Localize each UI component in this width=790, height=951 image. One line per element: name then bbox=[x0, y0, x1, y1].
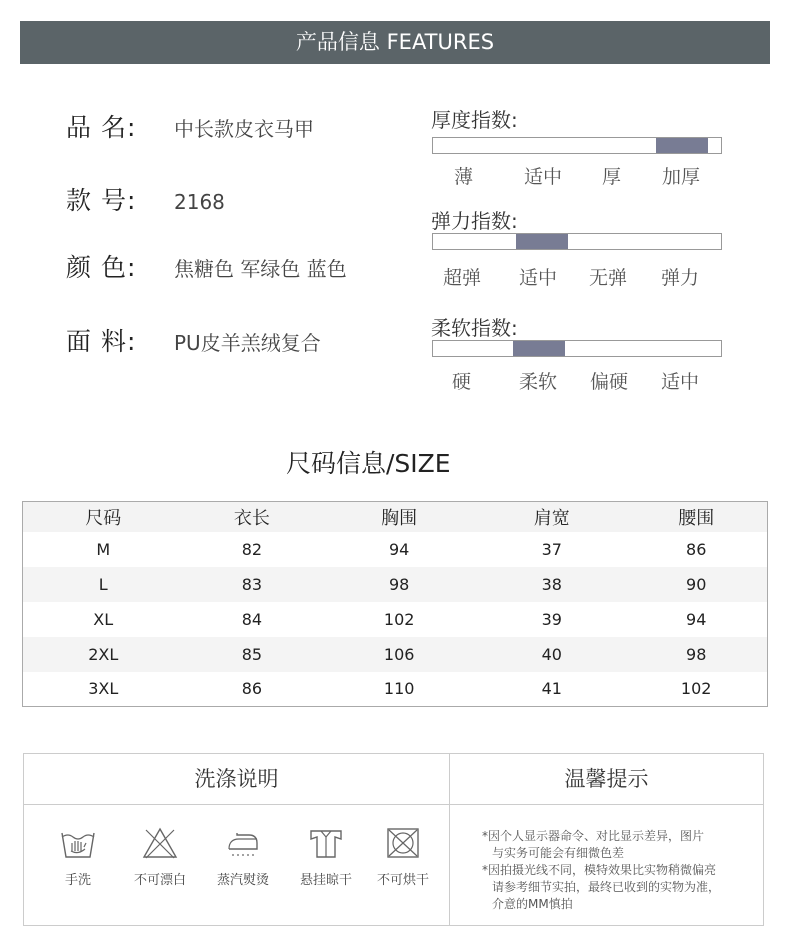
tip-line: 介意的MM慎拍 bbox=[492, 897, 573, 911]
table-row bbox=[23, 672, 768, 707]
style-number-value: 2168 bbox=[174, 190, 225, 214]
no-bleach-icon bbox=[142, 827, 178, 859]
table-cell: 90 bbox=[625, 567, 767, 602]
softness-label-medium: 适中 bbox=[661, 371, 700, 393]
softness-label-soft: 柔软 bbox=[519, 371, 558, 393]
wash-item-no-tumble-dry bbox=[363, 827, 443, 888]
wash-item-hand-wash bbox=[38, 827, 118, 888]
table-row bbox=[23, 567, 768, 602]
product-name-key: 品 名: bbox=[66, 113, 137, 142]
no-tumble-dry-icon bbox=[385, 827, 421, 859]
care-divider-horizontal bbox=[24, 804, 763, 805]
color-value: 焦糖色 军绿色 蓝色 bbox=[174, 257, 347, 281]
table-row bbox=[23, 532, 768, 567]
table-cell: 38 bbox=[478, 567, 625, 602]
thickness-index-title: 厚度指数: bbox=[431, 108, 518, 132]
tip-line: 请参考细节实拍，最终已收到的实物为准， bbox=[492, 880, 721, 894]
softness-index-title: 柔软指数: bbox=[431, 316, 518, 340]
header-length: 衣长 bbox=[183, 502, 320, 532]
hand-wash-icon bbox=[60, 827, 96, 859]
color-key: 颜 色: bbox=[66, 253, 137, 282]
table-cell: 82 bbox=[241, 539, 263, 559]
table-cell: 37 bbox=[541, 539, 562, 559]
thickness-index-fill bbox=[656, 138, 708, 153]
table-row bbox=[23, 602, 768, 637]
table-cell: 40 bbox=[478, 637, 625, 672]
table-cell: 98 bbox=[320, 567, 478, 602]
wash-label-no-bleach: 不可漂白 bbox=[133, 873, 186, 888]
wash-label-no-tumble-dry: 不可烘干 bbox=[376, 873, 429, 888]
table-cell: 39 bbox=[541, 609, 562, 629]
tip-line: *因拍摄光线不同，模特效果比实物稍微偏亮 bbox=[482, 863, 717, 877]
thickness-label-extra-thick: 加厚 bbox=[662, 166, 701, 188]
elasticity-label-medium: 适中 bbox=[519, 267, 558, 289]
elasticity-label-elastic: 弹力 bbox=[661, 267, 700, 289]
table-cell: XL bbox=[93, 609, 114, 629]
wash-item-no-bleach bbox=[120, 827, 200, 888]
wash-instructions-title: 洗涤说明 bbox=[194, 767, 279, 791]
header-bust: 胸围 bbox=[320, 502, 478, 532]
product-name-value: 中长款皮衣马甲 bbox=[174, 117, 314, 141]
table-row bbox=[23, 637, 768, 672]
table-cell: 98 bbox=[625, 637, 767, 672]
tips-title: 温馨提示 bbox=[564, 767, 649, 791]
elasticity-index-fill bbox=[516, 234, 568, 249]
fabric-row bbox=[66, 322, 321, 358]
table-cell: 85 bbox=[183, 637, 320, 672]
style-number-row bbox=[66, 181, 225, 217]
wash-item-steam-iron bbox=[203, 827, 283, 888]
table-cell: 84 bbox=[241, 609, 263, 629]
table-cell: 83 bbox=[183, 567, 320, 602]
tip-line: *因个人显示器命令、对比显示差异，图片 bbox=[482, 829, 705, 843]
hang-dry-icon bbox=[308, 827, 344, 859]
table-cell: M bbox=[96, 539, 111, 559]
table-cell: 102 bbox=[383, 609, 415, 629]
table-cell: 3XL bbox=[88, 679, 119, 699]
size-table-header bbox=[23, 502, 768, 532]
table-cell: 94 bbox=[389, 539, 410, 559]
table-cell: 41 bbox=[541, 679, 562, 699]
size-section-title: 尺码信息/SIZE bbox=[286, 449, 451, 478]
care-divider-vertical bbox=[449, 754, 450, 925]
fabric-key: 面 料: bbox=[66, 327, 137, 356]
wash-label-steam-iron: 蒸汽熨烫 bbox=[216, 873, 269, 888]
softness-index-fill bbox=[513, 341, 565, 356]
wash-label-hand-wash: 手洗 bbox=[64, 873, 91, 888]
wash-item-hang-dry bbox=[286, 827, 366, 888]
softness-label-slightly-hard: 偏硬 bbox=[590, 371, 629, 393]
elasticity-label-none: 无弹 bbox=[589, 267, 628, 289]
table-cell: 2XL bbox=[23, 637, 184, 672]
thickness-label-thick: 厚 bbox=[602, 166, 622, 188]
steam-iron-icon bbox=[225, 827, 261, 859]
table-cell: 86 bbox=[686, 539, 707, 559]
color-row bbox=[66, 248, 347, 284]
product-name-row bbox=[66, 108, 314, 144]
thickness-label-thin: 薄 bbox=[454, 166, 474, 188]
header-shoulder: 肩宽 bbox=[478, 502, 625, 532]
elasticity-index-bar bbox=[432, 233, 722, 250]
fabric-value: PU皮羊羔绒复合 bbox=[174, 331, 321, 355]
elasticity-label-super: 超弹 bbox=[443, 267, 482, 289]
softness-index-bar bbox=[432, 340, 722, 357]
header-size: 尺码 bbox=[23, 502, 184, 532]
table-cell: 86 bbox=[241, 679, 263, 699]
features-banner: 产品信息 FEATURES bbox=[20, 21, 770, 64]
softness-label-hard: 硬 bbox=[452, 371, 472, 393]
style-number-key: 款 号: bbox=[66, 186, 137, 215]
table-cell: 110 bbox=[383, 679, 415, 699]
thickness-index-bar bbox=[432, 137, 722, 154]
table-cell: 102 bbox=[680, 679, 712, 699]
wash-label-hang-dry: 悬挂晾干 bbox=[299, 873, 352, 888]
tips-text bbox=[482, 828, 757, 913]
thickness-label-medium: 适中 bbox=[524, 166, 563, 188]
table-cell: 94 bbox=[686, 609, 707, 629]
header-waist: 腰围 bbox=[625, 502, 767, 532]
table-cell: L bbox=[23, 567, 184, 602]
elasticity-index-title: 弹力指数: bbox=[431, 209, 518, 233]
size-table bbox=[22, 501, 768, 707]
care-section bbox=[23, 753, 764, 926]
tip-line: 与实务可能会有细微色差 bbox=[492, 846, 625, 860]
table-cell: 106 bbox=[320, 637, 478, 672]
